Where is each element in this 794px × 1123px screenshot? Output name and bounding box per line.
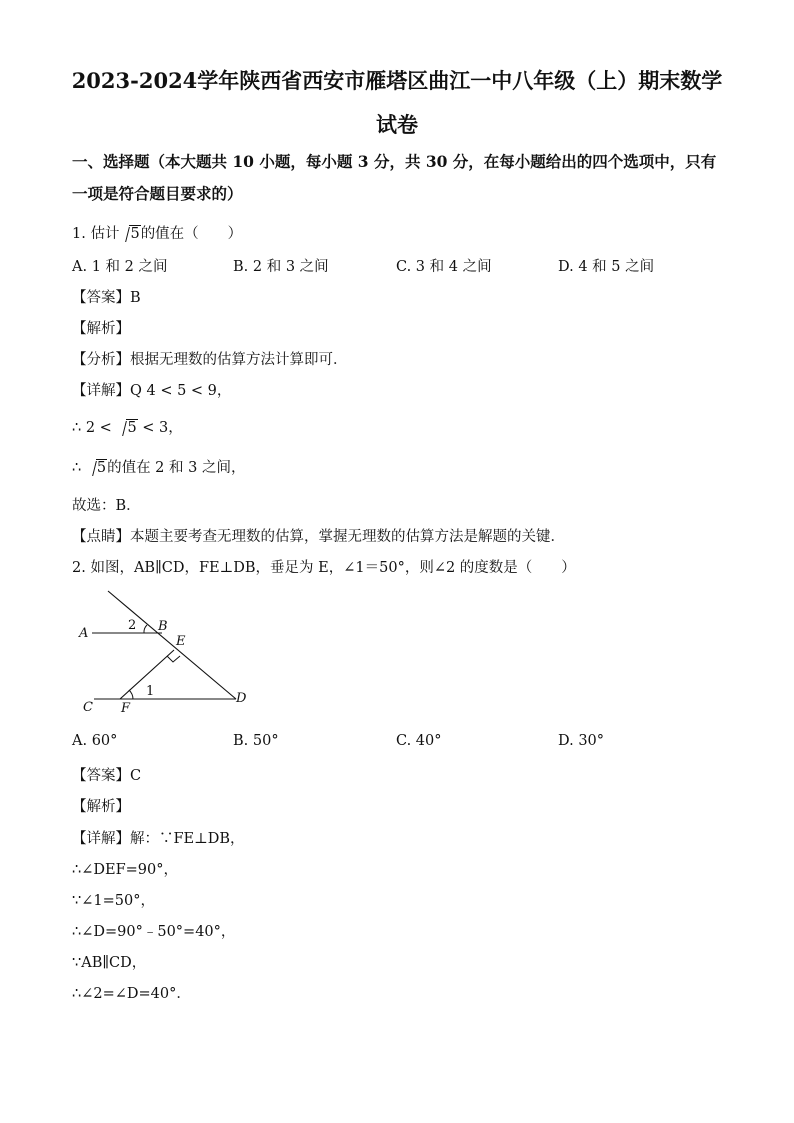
q2-answer: 【答案】C [72,768,142,784]
q1-option-b: B. 2 和 3 之间 [233,259,329,275]
label-c: C [83,700,93,715]
q1-detail: 【详解】Q 4 < 5 < 9， [72,383,232,399]
q2-analysis-label: 【解析】 [72,799,130,815]
q2-option-d: D. 30° [558,733,605,749]
label-b: B [158,619,168,634]
q2-detail: 【详解】解：∵FE⊥DB， [72,831,245,847]
document-title-line-2: 试卷 [376,112,418,137]
label-f: F [121,701,131,716]
sqrt-symbol [86,460,107,476]
q1-stem-suffix: 的值在（ ） [140,226,243,242]
q1-fenxi: 【分析】根据无理数的估算方法计算即可． [72,352,348,368]
q1-stem [72,222,242,243]
q1-option-c: C. 3 和 4 之间 [396,259,492,275]
right-angle-mark [167,656,180,662]
label-a: A [79,626,89,641]
q1-step-2-radicand: 5 [127,420,137,436]
q1-step-2-suffix: < 3， [137,420,183,436]
q1-radicand: 5 [130,226,140,242]
q1-step-2 [72,416,183,437]
q2-option-b: B. 50° [233,733,279,749]
sqrt-symbol [116,420,137,436]
label-d: D [236,691,247,706]
q1-step-3 [72,456,245,477]
transversal-bd [108,591,236,699]
angle-2-arc [144,625,147,633]
angle-1-arc [129,690,133,699]
q1-step-2-prefix: ∴ 2 < [72,420,117,436]
q1-choice: 故选：B． [72,498,141,514]
q2-step-1: ∴∠DEF=90°， [72,862,178,878]
label-angle-2: 2 [128,618,137,633]
q1-step-3-prefix: ∴ [72,460,86,476]
q1-stem-prefix: 1. 估计 [72,226,120,242]
q1-option-a: A. 1 和 2 之间 [72,259,168,275]
q2-option-a: A. 60° [72,733,118,749]
q2-stem: 2. 如图，AB∥CD，FE⊥DB，垂足为 E，∠1＝50°，则∠2 的度数是（ ） [72,560,576,576]
q1-analysis-label: 【解析】 [72,321,130,337]
geometry-diagram [70,586,270,716]
q1-comment: 【点睛】本题主要考查无理数的估算，掌握无理数的估算方法是解题的关键． [72,529,565,545]
q2-step-5: ∴∠2=∠D=40°． [72,986,191,1002]
sqrt-symbol [119,226,140,242]
q1-answer: 【答案】B [72,290,141,306]
label-angle-1: 1 [146,684,155,699]
label-e: E [176,634,186,649]
q2-step-2: ∵∠1=50°， [72,893,155,909]
q2-option-c: C. 40° [396,733,442,749]
document-title-line-1: 2023-2024学年陕西省西安市雁塔区曲江一中八年级（上）期末数学 [71,68,723,93]
q1-step-3-radicand: 5 [96,460,107,476]
q2-step-3: ∴∠D=90°﹣50°=40°， [72,924,236,940]
q2-step-4: ∵AB∥CD， [72,955,147,971]
section-heading-line-1: 一、选择题（本大题共 10 小题，每小题 3 分，共 30 分，在每小题给出的四个选项中，只有 [72,152,717,171]
section-heading-line-2: 一项是符合题目要求的） [72,184,243,203]
q1-step-3-suffix: 的值在 2 和 3 之间， [107,460,246,476]
q1-option-d: D. 4 和 5 之间 [558,259,655,275]
